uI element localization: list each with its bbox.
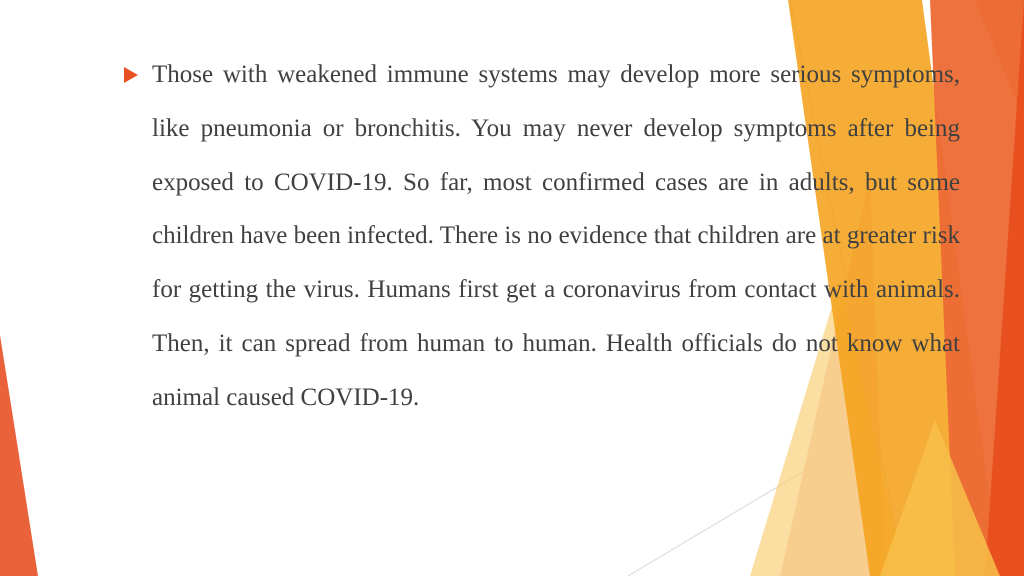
bullet-text: Those with weakened immune systems may develop more serious symptoms, like pneumonia or bronchitis. You may never develop symptoms after being exposed to COVID-19. So far, most confirmed cases are in adults, but some children have been infected. There is no evidence that children are at greater risk for getting the virus. Humans first get a coronavirus from contact with animals. Then, it can spread from human to human. Health officials do not know what animal caused COVID-19. (152, 61, 960, 411)
left-edge-wedge (0, 335, 38, 576)
triangle-right-icon (124, 67, 138, 83)
